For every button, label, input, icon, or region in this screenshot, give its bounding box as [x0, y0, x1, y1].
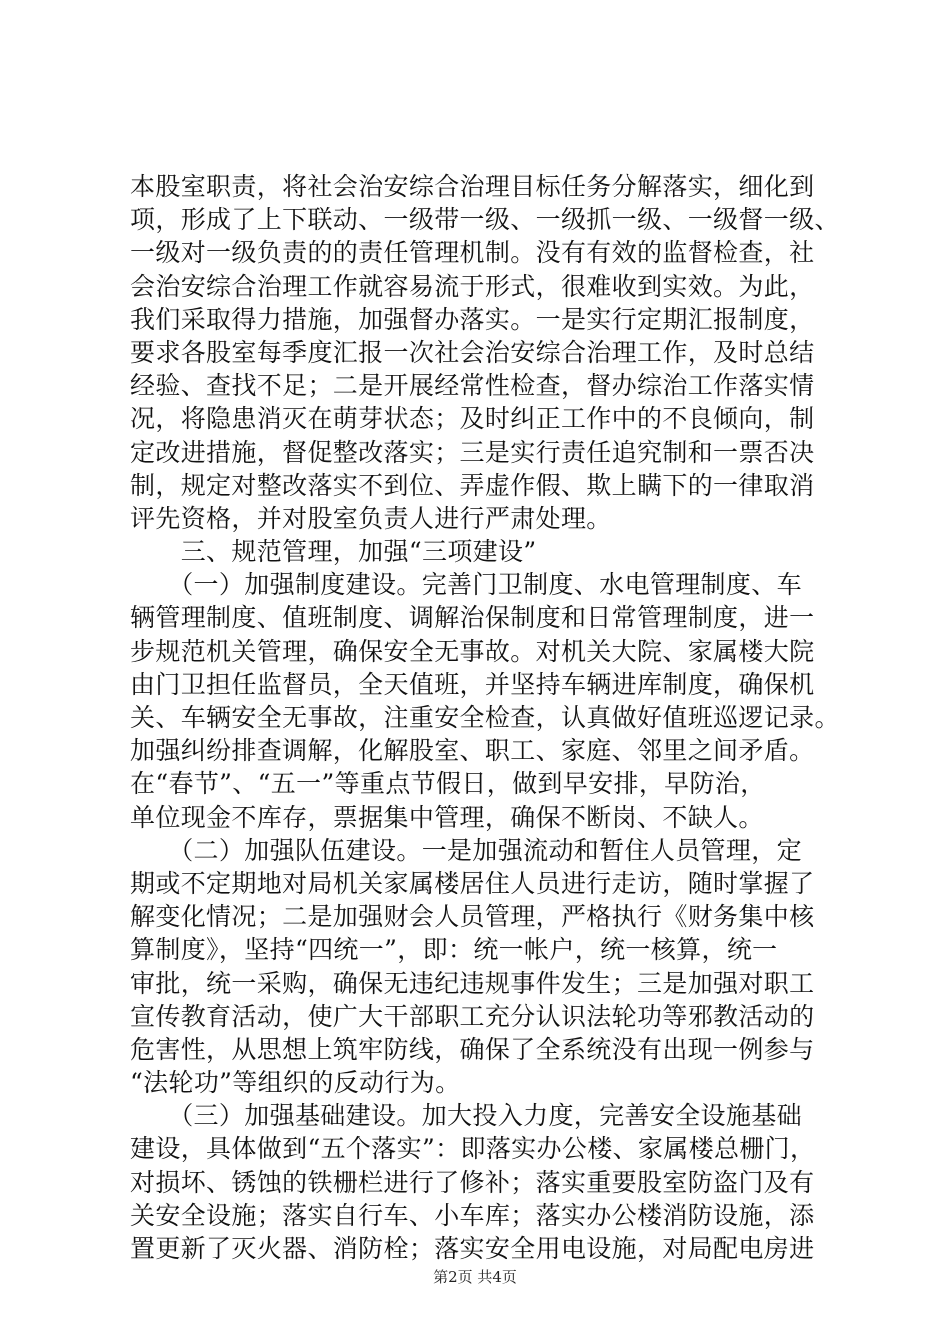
text-line: 单位现金不库存，票据集中管理，确保不断岗、不缺人。: [130, 802, 764, 832]
text-line: 经验、查找不足；二是开展经常性检查，督办综治工作落实情: [130, 371, 815, 401]
text-line: 要求各股室每季度汇报一次社会治安综合治理工作，及时总结: [130, 337, 815, 367]
text-line: 会治安综合治理工作就容易流于形式，很难收到实效。为此，: [130, 271, 815, 301]
text-line: （一）加强制度建设。完善门卫制度、水电管理制度、车: [130, 570, 802, 600]
text-line: 步规范机关管理，确保安全无事故。对机关大院、家属楼大院: [130, 636, 815, 666]
text-line: 况，将隐患消灭在萌芽状态；及时纠正工作中的不良倾向，制: [130, 404, 815, 434]
text-line: “法轮功”等组织的反动行为。: [130, 1068, 461, 1098]
page-footer: [0, 1267, 950, 1287]
text-line: 置更新了灭火器、消防栓；落实安全用电设施，对局配电房进: [130, 1234, 815, 1263]
page-number: 第2页 共4页: [433, 1268, 517, 1286]
text-line: 关安全设施；落实自行车、小车库；落实办公楼消防设施，添: [130, 1200, 815, 1230]
text-line: 评先资格，并对股室负责人进行严肃处理。: [130, 503, 612, 533]
text-line: （三）加强基础建设。加大投入力度，完善安全设施基础: [130, 1101, 802, 1131]
text-line: 在“春节”、“五一”等重点节假日，做到早安排，早防治，: [130, 769, 766, 799]
text-line: 期或不定期地对局机关家属楼居住人员进行走访，随时掌握了: [130, 868, 815, 898]
text-line: 宣传教育活动，使广大干部职工充分认识法轮功等邪教活动的: [130, 1001, 815, 1031]
text-line: （二）加强队伍建设。一是加强流动和暂住人员管理，定: [130, 835, 802, 865]
text-line: 辆管理制度、值班制度、调解治保制度和日常管理制度，进一: [130, 603, 815, 633]
text-line: 审批，统一采购，确保无违纪违规事件发生；三是加强对职工: [130, 968, 815, 998]
text-line: 关、车辆安全无事故，注重安全检查，认真做好值班巡逻记录。: [130, 703, 840, 732]
text-line: 加强纠纷排查调解，化解股室、职工、家庭、邻里之间矛盾。: [130, 736, 815, 766]
text-line: 由门卫担任监督员，全天值班，并坚持车辆进库制度，确保机: [130, 669, 815, 699]
body-text: [130, 170, 840, 1265]
text-line: 我们采取得力措施，加强督办落实。一是实行定期汇报制度，: [130, 304, 815, 334]
text-line: 定改进措施，督促整改落实；三是实行责任追究制和一票否决: [130, 437, 815, 467]
text-line: 制，规定对整改落实不到位、弄虚作假、欺上瞒下的一律取消: [130, 470, 815, 500]
section-heading: 三、规范管理，加强“三项建设”: [130, 537, 537, 567]
text-line: 项，形成了上下联动、一级带一级、一级抓一级、一级督一级、: [130, 205, 840, 235]
text-line: 算制度》，坚持“四统一”，即：统一帐户，统一核算，统一: [130, 935, 778, 965]
text-line: 本股室职责，将社会治安综合治理目标任务分解落实，细化到: [130, 172, 815, 201]
text-line: 对损坏、锈蚀的铁栅栏进行了修补；落实重要股室防盗门及有: [130, 1167, 815, 1197]
text-line: 解变化情况；二是加强财会人员管理，严格执行《财务集中核: [130, 902, 815, 932]
text-line: 危害性，从思想上筑牢防线，确保了全系统没有出现一例参与: [130, 1034, 815, 1064]
text-line: 一级对一级负责的的责任管理机制。没有有效的监督检查，社: [130, 238, 815, 268]
text-line: 建设，具体做到“五个落实”：即落实办公楼、家属楼总栅门，: [130, 1134, 816, 1164]
